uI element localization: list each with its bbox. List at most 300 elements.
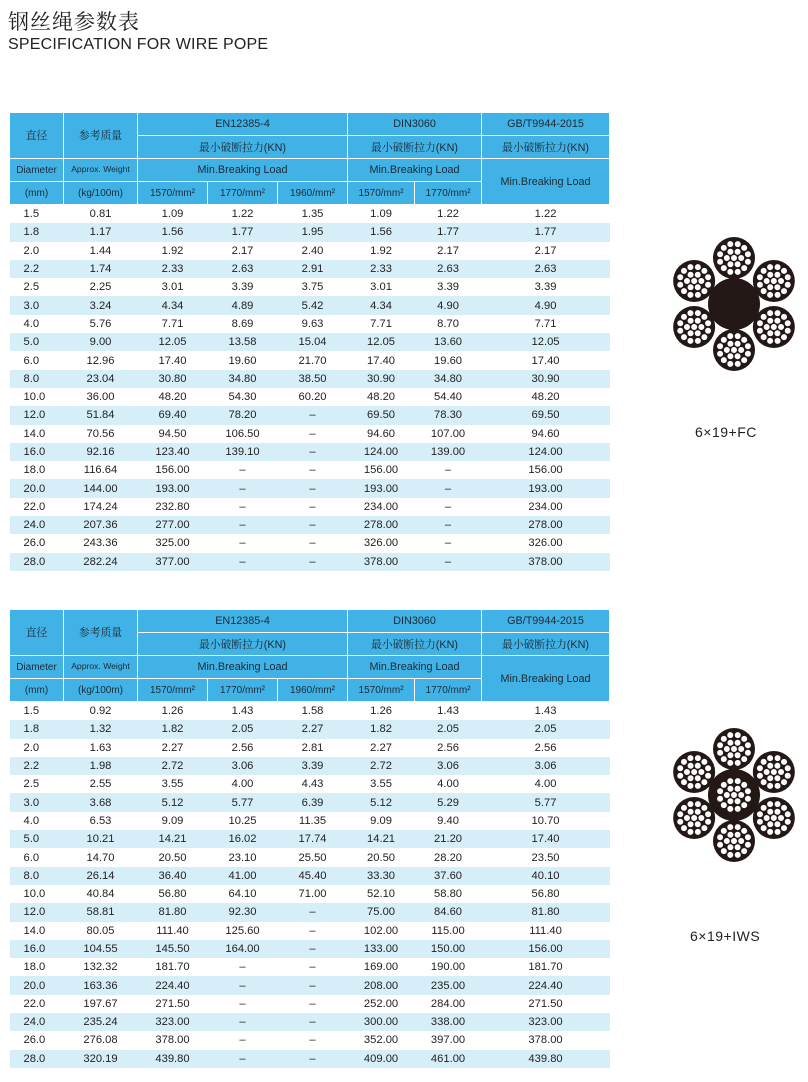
table-row (10, 315, 610, 333)
table-cell: 3.01 (370, 281, 392, 294)
table-cell: 28.0 (10, 553, 64, 571)
table-cell: 3.39 (231, 281, 254, 294)
table-cell: 1.44 (89, 244, 112, 257)
gb-min-break-cn: 最小破断拉力(KN) (482, 136, 610, 159)
din-min-break-cn: 最小破断拉力(KN) (348, 136, 482, 159)
table-cell: 116.64 (83, 464, 118, 477)
diameter-unit: (mm) (10, 182, 64, 205)
table-cell: 2.05 (415, 720, 482, 738)
table-cell: 28.20 (434, 851, 463, 864)
table-cell: 234.00 (363, 500, 399, 513)
table-cell: 20.0 (10, 976, 64, 994)
table-cell: – (278, 1013, 348, 1031)
table-cell: – (415, 553, 482, 571)
spec-table-fc (9, 112, 610, 571)
table-cell: 439.80 (138, 1050, 208, 1068)
table-cell: 2.33 (348, 260, 415, 278)
table-cell: 252.00 (363, 997, 399, 1010)
table-cell: 3.01 (161, 281, 184, 294)
table-cell: 23.04 (64, 370, 138, 388)
weight-unit: (kg/100m) (64, 182, 138, 205)
table-cell: 123.40 (138, 443, 208, 461)
table-cell: – (239, 1034, 246, 1047)
table-cell: 18.0 (23, 464, 46, 477)
table-cell: 163.36 (64, 976, 138, 994)
grade-1770: 1770/mm² (208, 182, 278, 205)
table-cell: – (239, 537, 246, 550)
table-cell: – (309, 464, 316, 477)
grade-1570: 1570/mm² (138, 182, 208, 205)
table-cell: 5.12 (138, 793, 208, 811)
table-cell: 439.80 (482, 1050, 610, 1068)
table-row (10, 553, 610, 571)
table-cell: 197.67 (83, 997, 118, 1010)
table-cell: – (278, 1050, 348, 1068)
table-cell: 6.0 (23, 354, 40, 367)
table-cell: 2.63 (482, 260, 610, 278)
table-cell: 4.00 (437, 778, 459, 791)
table-cell: 4.34 (138, 296, 208, 314)
table-cell: – (309, 997, 316, 1010)
table-cell: 323.00 (482, 1013, 610, 1031)
table-row (10, 739, 610, 757)
table-cell: 2.5 (23, 778, 40, 791)
table-cell: 2.05 (482, 720, 610, 738)
table-cell: 78.30 (415, 406, 482, 424)
table-cell: 48.20 (367, 391, 396, 404)
table-cell: 224.40 (482, 976, 610, 994)
din-grade-1570: 1570/mm² (348, 679, 415, 702)
gb-min-break-en: Min.Breaking Load (482, 159, 610, 205)
table-cell: 11.35 (298, 814, 327, 827)
table-cell: 7.71 (534, 317, 557, 330)
table-cell: 5.29 (415, 793, 482, 811)
table-cell: 3.0 (10, 296, 64, 314)
table-cell: 1.43 (534, 705, 557, 718)
table-cell: 94.60 (531, 427, 560, 440)
table-row (10, 333, 610, 351)
table-row (10, 903, 610, 921)
table-cell: 3.06 (482, 757, 610, 775)
table-row (10, 995, 610, 1013)
table-cell: 4.90 (482, 296, 610, 314)
table-cell: – (208, 1013, 278, 1031)
table-cell: 94.60 (367, 427, 396, 440)
table-cell: 139.10 (208, 443, 278, 461)
table-cell: – (208, 553, 278, 571)
table-cell: 232.80 (155, 500, 190, 513)
table-cell: 75.00 (348, 903, 415, 921)
table-cell: – (444, 500, 452, 513)
table-cell: – (278, 976, 348, 994)
table-cell: 24.0 (10, 516, 64, 534)
table-cell: 30.90 (348, 370, 415, 388)
table-cell: 10.0 (23, 391, 46, 404)
table-cell: 1.8 (10, 223, 64, 241)
table-cell: 16.0 (10, 443, 64, 461)
table-cell: 2.27 (278, 720, 348, 738)
table-cell: – (415, 516, 482, 534)
table-cell: 1.63 (89, 741, 112, 754)
gb-min-break-en: Min.Breaking Load (482, 656, 610, 702)
table-cell: – (278, 443, 348, 461)
table-cell: – (208, 516, 278, 534)
table-cell: 20.50 (158, 851, 187, 864)
table-cell: 174.24 (83, 500, 118, 513)
table-cell: 278.00 (482, 516, 610, 534)
table-cell: 271.50 (528, 997, 563, 1010)
diameter-header-en: Diameter (10, 656, 64, 679)
table-cell: 1.98 (64, 757, 138, 775)
table-cell: 352.00 (363, 1034, 399, 1047)
table-cell: 111.40 (156, 924, 189, 937)
diameter-unit: (mm) (10, 679, 64, 702)
table-cell: 2.56 (534, 741, 557, 754)
table-cell: 2.56 (437, 741, 459, 754)
table-cell: 107.00 (430, 427, 466, 440)
table-cell: 56.80 (158, 888, 187, 901)
table-cell: – (208, 479, 278, 497)
table-cell: 1.43 (437, 705, 459, 718)
table-cell: – (444, 464, 452, 477)
table-row (10, 534, 610, 552)
table-cell: 397.00 (430, 1034, 466, 1047)
table-row (10, 720, 610, 738)
table-cell: – (278, 553, 348, 571)
table-cell: 3.0 (10, 793, 64, 811)
weight-header-en: Approx. Weight (64, 159, 138, 182)
table-cell: 14.70 (86, 851, 115, 864)
table-cell: 2.56 (231, 741, 254, 754)
table-cell: 7.71 (161, 317, 184, 330)
table-cell: 26.0 (23, 1034, 46, 1047)
table-cell: 69.50 (348, 406, 415, 424)
table-cell: 377.00 (138, 553, 208, 571)
table-cell: 5.76 (89, 317, 112, 330)
table-row (10, 976, 610, 994)
weight-header-cn: 参考质量 (64, 113, 138, 159)
table-cell: 1.95 (278, 223, 348, 241)
table-cell: 326.00 (528, 537, 563, 550)
table-cell: 325.00 (155, 537, 190, 550)
table-cell: 102.00 (363, 924, 399, 937)
table-cell: 1.8 (10, 720, 64, 738)
table-cell: 1.09 (161, 208, 184, 221)
table-cell: 17.40 (158, 354, 187, 367)
table-cell: 22.0 (23, 997, 46, 1010)
weight-header-en: Approx. Weight (64, 656, 138, 679)
table-cell: 169.00 (363, 961, 399, 974)
table-cell: – (415, 479, 482, 497)
table-cell: 156.00 (528, 464, 563, 477)
table-cell: 1.82 (348, 720, 415, 738)
table-row (10, 958, 610, 976)
table-cell: – (309, 924, 316, 937)
table-cell: 16.02 (208, 830, 278, 848)
table-cell: 8.70 (437, 317, 459, 330)
en-min-break-en: Min.Breaking Load (138, 656, 348, 679)
table-row (10, 370, 610, 388)
table-cell: 181.70 (528, 961, 563, 974)
table-cell: 12.05 (138, 333, 208, 351)
din-min-break-cn: 最小破断拉力(KN) (348, 633, 482, 656)
grade-1960: 1960/mm² (278, 679, 348, 702)
table-cell: 2.0 (23, 741, 40, 754)
table-cell: 2.63 (415, 260, 482, 278)
table-cell: 1.56 (138, 223, 208, 241)
table-cell: 4.0 (23, 814, 40, 827)
table-cell: 36.00 (86, 391, 115, 404)
table-cell: 133.00 (348, 940, 415, 958)
table-cell: 94.50 (158, 427, 187, 440)
table-cell: 1.58 (301, 705, 324, 718)
table-cell: 4.43 (301, 778, 324, 791)
table-cell: 14.0 (23, 427, 46, 440)
grade-1570: 1570/mm² (138, 679, 208, 702)
grade-1960: 1960/mm² (278, 182, 348, 205)
table-cell: 21.20 (415, 830, 482, 848)
table-cell: 3.39 (278, 757, 348, 775)
table-row (10, 867, 610, 885)
table-cell: 271.50 (155, 997, 190, 1010)
table-cell: 3.06 (415, 757, 482, 775)
table-cell: 12.05 (482, 333, 610, 351)
table-cell: 2.72 (348, 757, 415, 775)
rope-fc-label: 6×19+FC (695, 424, 757, 440)
table-row (10, 702, 610, 721)
table-cell: 4.00 (534, 778, 557, 791)
table-cell: 71.00 (298, 888, 327, 901)
table-cell: 7.71 (370, 317, 392, 330)
table-cell: – (309, 1034, 316, 1047)
table-cell: 70.56 (86, 427, 115, 440)
table-cell: 30.80 (138, 370, 208, 388)
table-cell: 190.00 (430, 961, 466, 974)
table-cell: 9.09 (161, 814, 184, 827)
table-cell: 14.21 (348, 830, 415, 848)
gb-header: GB/T9944-2015 (482, 113, 610, 136)
table-cell: 1.26 (161, 705, 184, 718)
table-cell: 60.20 (298, 391, 327, 404)
table-cell: 125.60 (225, 924, 260, 937)
table-cell: 277.00 (138, 516, 208, 534)
table-cell: 48.20 (158, 391, 187, 404)
table-cell: 33.30 (348, 867, 415, 885)
table-cell: 25.50 (298, 851, 327, 864)
table-cell: 26.0 (23, 537, 46, 550)
table-cell: 378.00 (348, 553, 415, 571)
table-row (10, 498, 610, 516)
rope-iws-label: 6×19+IWS (690, 928, 761, 944)
table-cell: 80.05 (86, 924, 115, 937)
table-cell: 2.81 (301, 741, 324, 754)
table-cell: 1.35 (301, 208, 324, 221)
table-cell: 9.63 (301, 317, 324, 330)
table-cell: 48.20 (531, 391, 560, 404)
table-cell: 92.16 (64, 443, 138, 461)
table-cell: 37.60 (415, 867, 482, 885)
din3060-header: DIN3060 (348, 610, 482, 633)
table-cell: 5.0 (10, 333, 64, 351)
table-cell: 1.17 (64, 223, 138, 241)
table-cell: 3.39 (534, 281, 557, 294)
table-cell: 41.00 (208, 867, 278, 885)
table-cell: 150.00 (415, 940, 482, 958)
table-row (10, 793, 610, 811)
table-cell: 3.75 (301, 281, 324, 294)
table-cell: 26.14 (64, 867, 138, 885)
table-cell: 30.90 (482, 370, 610, 388)
page-subtitle: SPECIFICATION FOR WIRE POPE (8, 36, 269, 53)
table-cell: 20.0 (10, 479, 64, 497)
table-row (10, 757, 610, 775)
table-cell: 0.81 (89, 208, 112, 221)
grade-1770: 1770/mm² (208, 679, 278, 702)
table-cell: – (278, 406, 348, 424)
table-cell: 81.80 (138, 903, 208, 921)
table-cell: 2.40 (301, 244, 324, 257)
table-row (10, 242, 610, 260)
table-cell: 4.34 (348, 296, 415, 314)
table-cell: 10.0 (23, 888, 46, 901)
table-cell: 24.0 (10, 1013, 64, 1031)
table-cell: 12.05 (348, 333, 415, 351)
table-cell: 1.82 (138, 720, 208, 738)
table-cell: 36.40 (138, 867, 208, 885)
table-cell: 326.00 (363, 537, 399, 550)
table-cell: 323.00 (138, 1013, 208, 1031)
gb-header: GB/T9944-2015 (482, 610, 610, 633)
table-cell: 8.69 (231, 317, 254, 330)
table-cell: 3.68 (64, 793, 138, 811)
table-row (10, 1031, 610, 1049)
table-cell: 3.55 (370, 778, 392, 791)
table-cell: 16.0 (10, 940, 64, 958)
table-cell: 23.10 (228, 851, 257, 864)
table-row (10, 516, 610, 534)
table-row (10, 461, 610, 479)
table-cell: 156.00 (363, 464, 399, 477)
table-cell: 132.32 (83, 961, 118, 974)
table-cell: 9.40 (437, 814, 459, 827)
table-cell: 207.36 (64, 516, 138, 534)
table-cell: 2.27 (161, 741, 184, 754)
table-cell: 17.40 (531, 354, 560, 367)
table-row (10, 885, 610, 903)
table-cell: 9.00 (64, 333, 138, 351)
table-cell: 111.40 (529, 924, 562, 937)
table-cell: 22.0 (23, 500, 46, 513)
table-cell: 235.00 (415, 976, 482, 994)
table-cell: 409.00 (348, 1050, 415, 1068)
table-cell: 1.32 (64, 720, 138, 738)
weight-unit: (kg/100m) (64, 679, 138, 702)
table-row (10, 388, 610, 406)
table-row (10, 425, 610, 443)
table-cell: – (444, 537, 452, 550)
table-cell: 5.77 (482, 793, 610, 811)
table-cell: 17.74 (278, 830, 348, 848)
table-cell: 2.0 (23, 244, 40, 257)
table-cell: 145.50 (138, 940, 208, 958)
rope-fc-cross-section-image (664, 234, 804, 374)
din-min-break-en: Min.Breaking Load (348, 656, 482, 679)
din-min-break-en: Min.Breaking Load (348, 159, 482, 182)
table-cell: 6.0 (23, 851, 40, 864)
table-cell: 3.24 (64, 296, 138, 314)
table-cell: 2.17 (437, 244, 459, 257)
table-cell: 38.50 (278, 370, 348, 388)
table-cell: – (309, 961, 316, 974)
table-cell: 1.22 (437, 208, 459, 221)
table-cell: 2.2 (10, 260, 64, 278)
table-cell: 284.00 (430, 997, 466, 1010)
table-cell: 2.27 (370, 741, 392, 754)
table-cell: 15.04 (278, 333, 348, 351)
table-cell: 115.00 (431, 924, 465, 937)
din3060-header: DIN3060 (348, 113, 482, 136)
table-cell: 78.20 (208, 406, 278, 424)
table-cell: 64.10 (228, 888, 257, 901)
table-cell: 338.00 (415, 1013, 482, 1031)
table-cell: 300.00 (348, 1013, 415, 1031)
table-row (10, 278, 610, 296)
table-cell: 139.00 (415, 443, 482, 461)
table-cell: 378.00 (528, 1034, 563, 1047)
table-cell: 2.63 (208, 260, 278, 278)
table-cell: 5.0 (10, 830, 64, 848)
weight-header-cn: 参考质量 (64, 610, 138, 656)
table-cell: 278.00 (348, 516, 415, 534)
table-cell: 18.0 (23, 961, 46, 974)
table-cell: 1.77 (415, 223, 482, 241)
table-row (10, 1013, 610, 1031)
table-cell: – (239, 997, 246, 1010)
table-cell: 282.24 (64, 553, 138, 571)
table-cell: 2.2 (10, 757, 64, 775)
table-cell: 193.00 (482, 479, 610, 497)
table-cell: 164.00 (208, 940, 278, 958)
table-row (10, 223, 610, 241)
table-cell: 2.72 (138, 757, 208, 775)
table-cell: 10.70 (531, 814, 560, 827)
table-cell: 208.00 (348, 976, 415, 994)
table-cell: 13.60 (415, 333, 482, 351)
table-cell: 12.0 (10, 903, 64, 921)
en12385-header: EN12385-4 (138, 113, 348, 136)
table-cell: 193.00 (138, 479, 208, 497)
table-cell: 2.25 (89, 281, 112, 294)
table-cell: 243.36 (83, 537, 118, 550)
table-cell: 8.0 (10, 867, 64, 885)
table-cell: 1.92 (370, 244, 392, 257)
table-cell: 378.00 (155, 1034, 190, 1047)
table-cell: 81.80 (482, 903, 610, 921)
table-cell: 104.55 (64, 940, 138, 958)
en12385-header: EN12385-4 (138, 610, 348, 633)
table-cell: 84.60 (415, 903, 482, 921)
table-cell: 2.5 (23, 281, 40, 294)
table-cell: 106.50 (225, 427, 260, 440)
table-cell: 234.00 (528, 500, 563, 513)
table-cell: 3.55 (161, 778, 184, 791)
table-cell: 224.40 (138, 976, 208, 994)
table-cell: 28.0 (10, 1050, 64, 1068)
table-cell: 19.60 (434, 354, 463, 367)
table-cell: 34.80 (208, 370, 278, 388)
table-cell: 5.12 (348, 793, 415, 811)
table-cell: 1.92 (161, 244, 184, 257)
